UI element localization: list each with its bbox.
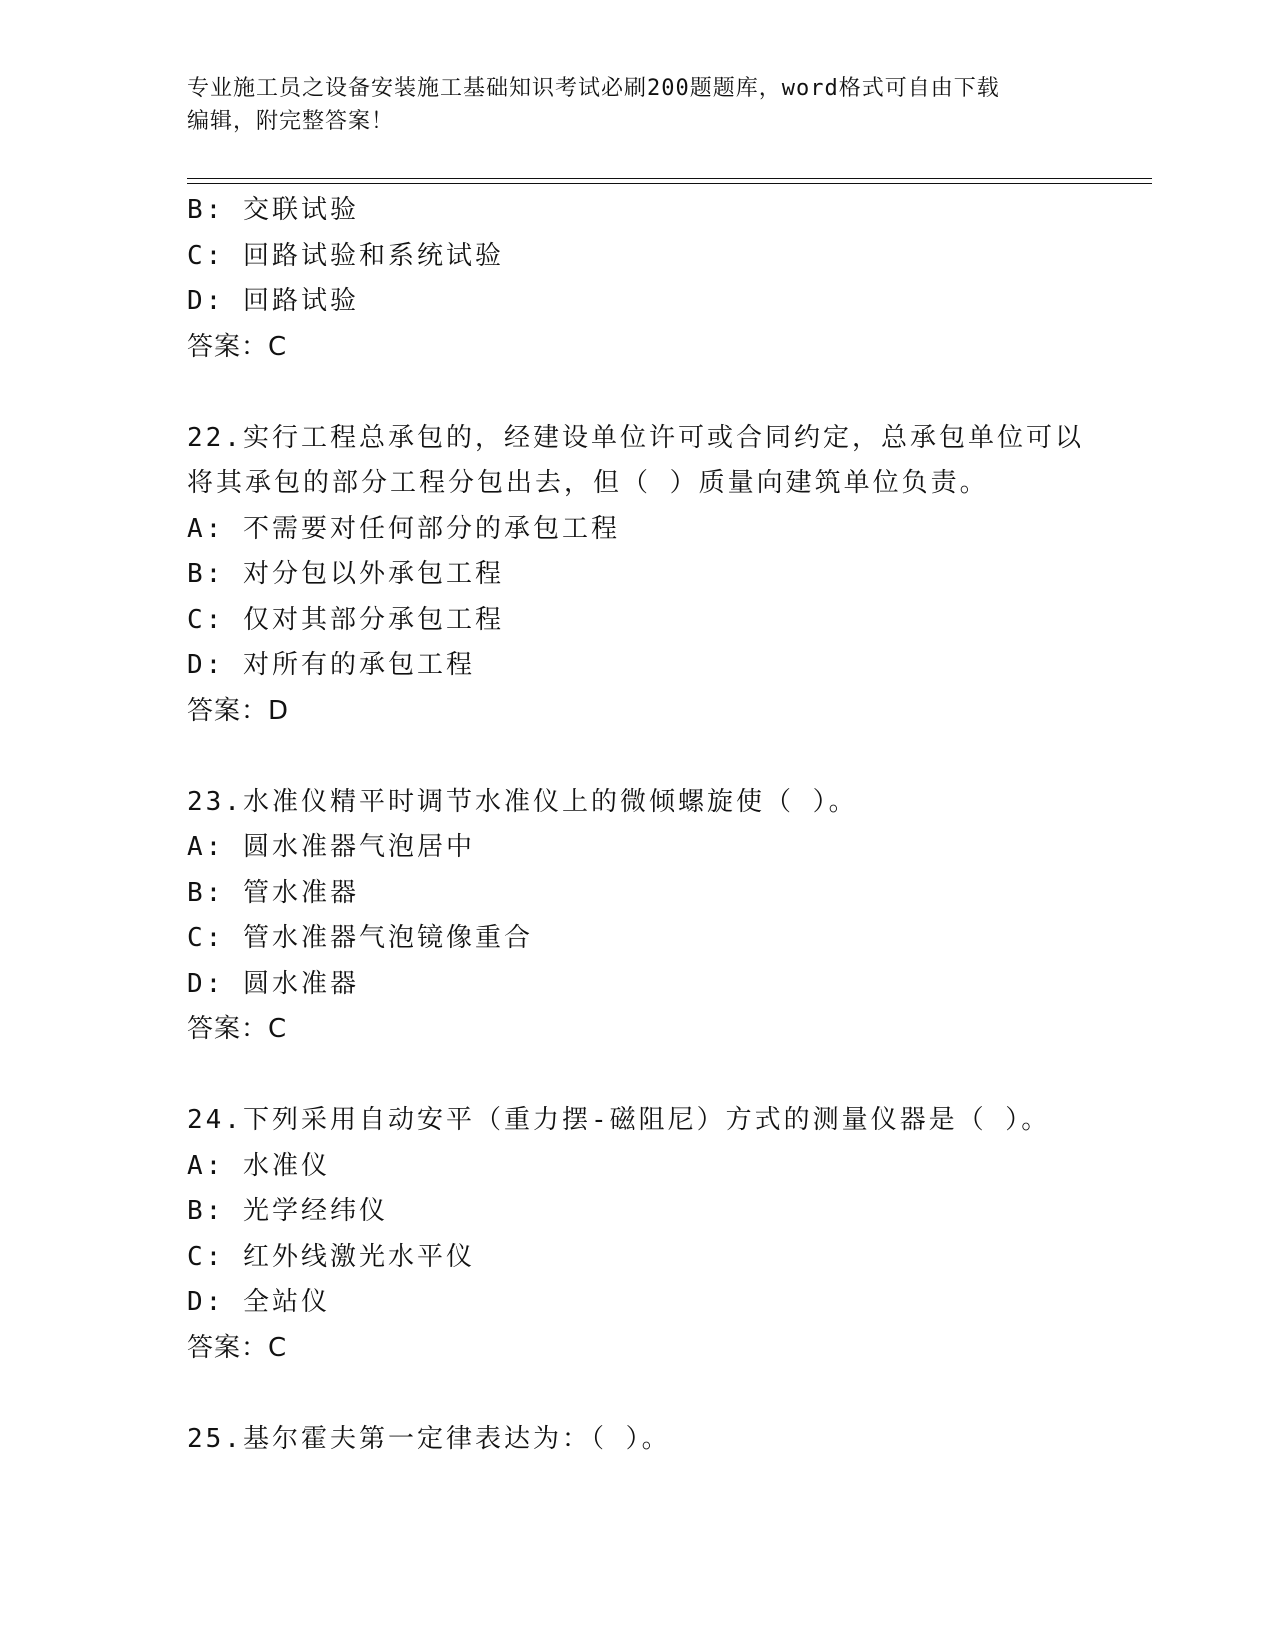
option-b: B: 对分包以外承包工程 <box>187 559 504 589</box>
question-22-text-line-2: 将其承包的部分工程分包出去，但（ ）质量向建筑单位负责。 <box>187 468 989 498</box>
option-d: D: 圆水准器 <box>187 968 359 999</box>
option-d: D: 全站仪 <box>187 1287 330 1317</box>
answer-line: 答案：C <box>187 331 288 362</box>
question-22-text-line-1: 22.实行工程总承包的，经建设单位许可或合同约定，总承包单位可以 <box>187 422 1084 453</box>
option-a: A: 圆水准器气泡居中 <box>187 832 475 862</box>
option-b: B: 交联试验 <box>187 195 359 225</box>
answer-line: 答案：C <box>187 1014 288 1044</box>
question-24-text: 24.下列采用自动安平（重力摆-磁阻尼）方式的测量仪器是（ ）。 <box>187 1105 1051 1135</box>
option-c: C: 仅对其部分承包工程 <box>187 604 504 635</box>
spacer <box>187 734 1127 780</box>
answer-line: 答案：D <box>187 695 290 726</box>
document-header <box>187 72 1087 138</box>
question-list <box>187 188 1127 1462</box>
answer-line: 答案：C <box>187 1332 288 1363</box>
option-c: C: 回路试验和系统试验 <box>187 240 504 271</box>
option-c: C: 红外线激光水平仪 <box>187 1241 475 1272</box>
option-a: A: 水准仪 <box>187 1150 330 1181</box>
spacer <box>187 1053 1127 1099</box>
option-d: D: 回路试验 <box>187 286 359 316</box>
spacer <box>187 1371 1127 1417</box>
spacer <box>187 370 1127 416</box>
header-divider-top <box>187 178 1152 179</box>
header-line-1: 专业施工员之设备安装施工基础知识考试必刷200题题库，word格式可自由下载 <box>187 76 1000 101</box>
question-25-text: 25.基尔霍夫第一定律表达为：（ ）。 <box>187 1423 671 1454</box>
option-d: D: 对所有的承包工程 <box>187 650 475 680</box>
option-b: B: 管水准器 <box>187 877 359 908</box>
header-divider-bottom <box>187 183 1152 184</box>
option-b: B: 光学经纬仪 <box>187 1196 388 1226</box>
header-line-2: 编辑，附完整答案！ <box>187 109 395 134</box>
option-c: C: 管水准器气泡镜像重合 <box>187 923 533 953</box>
question-23-text: 23.水准仪精平时调节水准仪上的微倾螺旋使（ ）。 <box>187 786 858 817</box>
option-a: A: 不需要对任何部分的承包工程 <box>187 513 620 544</box>
